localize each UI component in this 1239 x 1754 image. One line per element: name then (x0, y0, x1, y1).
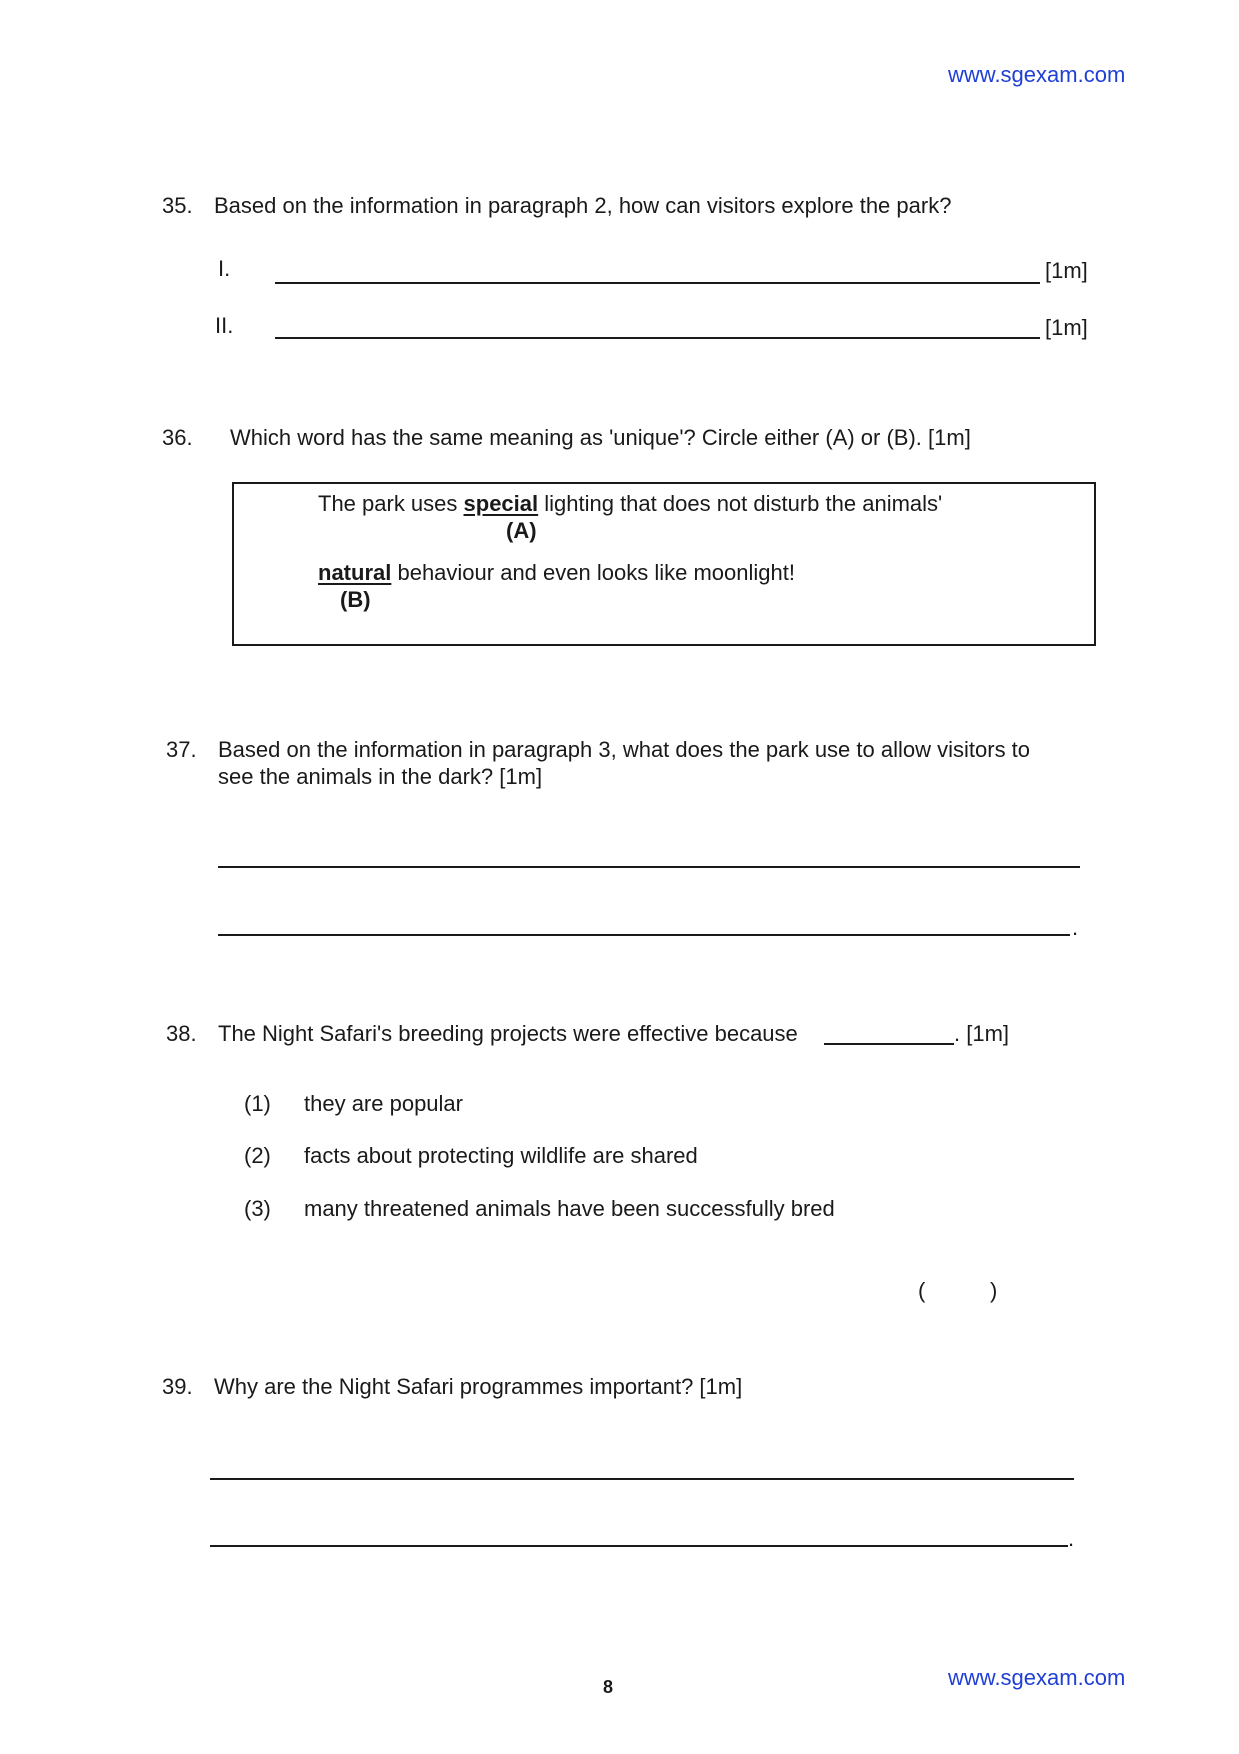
q38-suffix: . [1m] (954, 1021, 1010, 1046)
q35-mark: [1m] (1045, 258, 1088, 283)
q36-label-a: (A) (506, 518, 537, 543)
q36-label-b: (B) (340, 587, 371, 612)
q36-word-b[interactable]: natural (318, 560, 392, 585)
q36-word-a[interactable]: special (463, 491, 539, 516)
q38-option-number: (3) (244, 1196, 271, 1221)
q35-item-label: I. (218, 256, 231, 281)
q35-answer-line-2[interactable] (275, 337, 1040, 339)
q36-line1-post: lighting that does not disturb the animals' (538, 491, 943, 516)
q38-option-text[interactable]: facts about protecting wildlife are shared (304, 1143, 698, 1168)
q37-answer-line-1[interactable] (218, 866, 1080, 868)
q38-option-text[interactable]: they are popular (304, 1091, 463, 1116)
q38-blank[interactable] (824, 1043, 954, 1045)
q36-sentence-line-1 (318, 491, 942, 517)
q37-text-line-2: see the animals in the dark? [1m] (218, 764, 543, 789)
q35-mark: [1m] (1045, 315, 1088, 340)
q37-end-mark: . (1072, 915, 1079, 940)
q38-option-text[interactable]: many threatened animals have been successfully bred (304, 1196, 835, 1221)
q36-number: 36. (162, 425, 193, 450)
q36-sentence-line-2 (318, 560, 795, 586)
q37-answer-line-2[interactable] (218, 934, 1070, 936)
q35-text: Based on the information in paragraph 2, how can visitors explore the park? (214, 193, 952, 218)
q38-answer-bracket-open: ( (918, 1278, 926, 1303)
q38-option-number: (2) (244, 1143, 271, 1168)
q37-text-line-1: Based on the information in paragraph 3, what does the park use to allow visitors to (218, 737, 1031, 762)
q35-answer-line-1[interactable] (275, 282, 1040, 284)
q36-line2-post: behaviour and even looks like moonlight! (391, 560, 795, 585)
q38-text: The Night Safari's breeding projects were effective because (218, 1021, 798, 1046)
page-number: 8 (603, 1677, 614, 1697)
q36-text: Which word has the same meaning as 'unique'? Circle either (A) or (B). [1m] (230, 425, 971, 450)
q38-number: 38. (166, 1021, 197, 1046)
q35-number: 35. (162, 193, 193, 218)
q39-text: Why are the Night Safari programmes important? [1m] (214, 1374, 743, 1399)
q35-item-label: II. (215, 313, 234, 338)
footer-site-link: www.sgexam.com (948, 1665, 1126, 1690)
q36-line1-pre: The park uses (318, 491, 464, 516)
q38-answer-bracket-close: ) (990, 1278, 998, 1303)
q39-number: 39. (162, 1374, 193, 1399)
q39-answer-line-2[interactable] (210, 1545, 1068, 1547)
q38-option-number: (1) (244, 1091, 271, 1116)
header-site-link: www.sgexam.com (948, 62, 1126, 87)
q39-end-mark: . (1068, 1526, 1075, 1551)
q39-answer-line-1[interactable] (210, 1478, 1074, 1480)
q37-number: 37. (166, 737, 197, 762)
